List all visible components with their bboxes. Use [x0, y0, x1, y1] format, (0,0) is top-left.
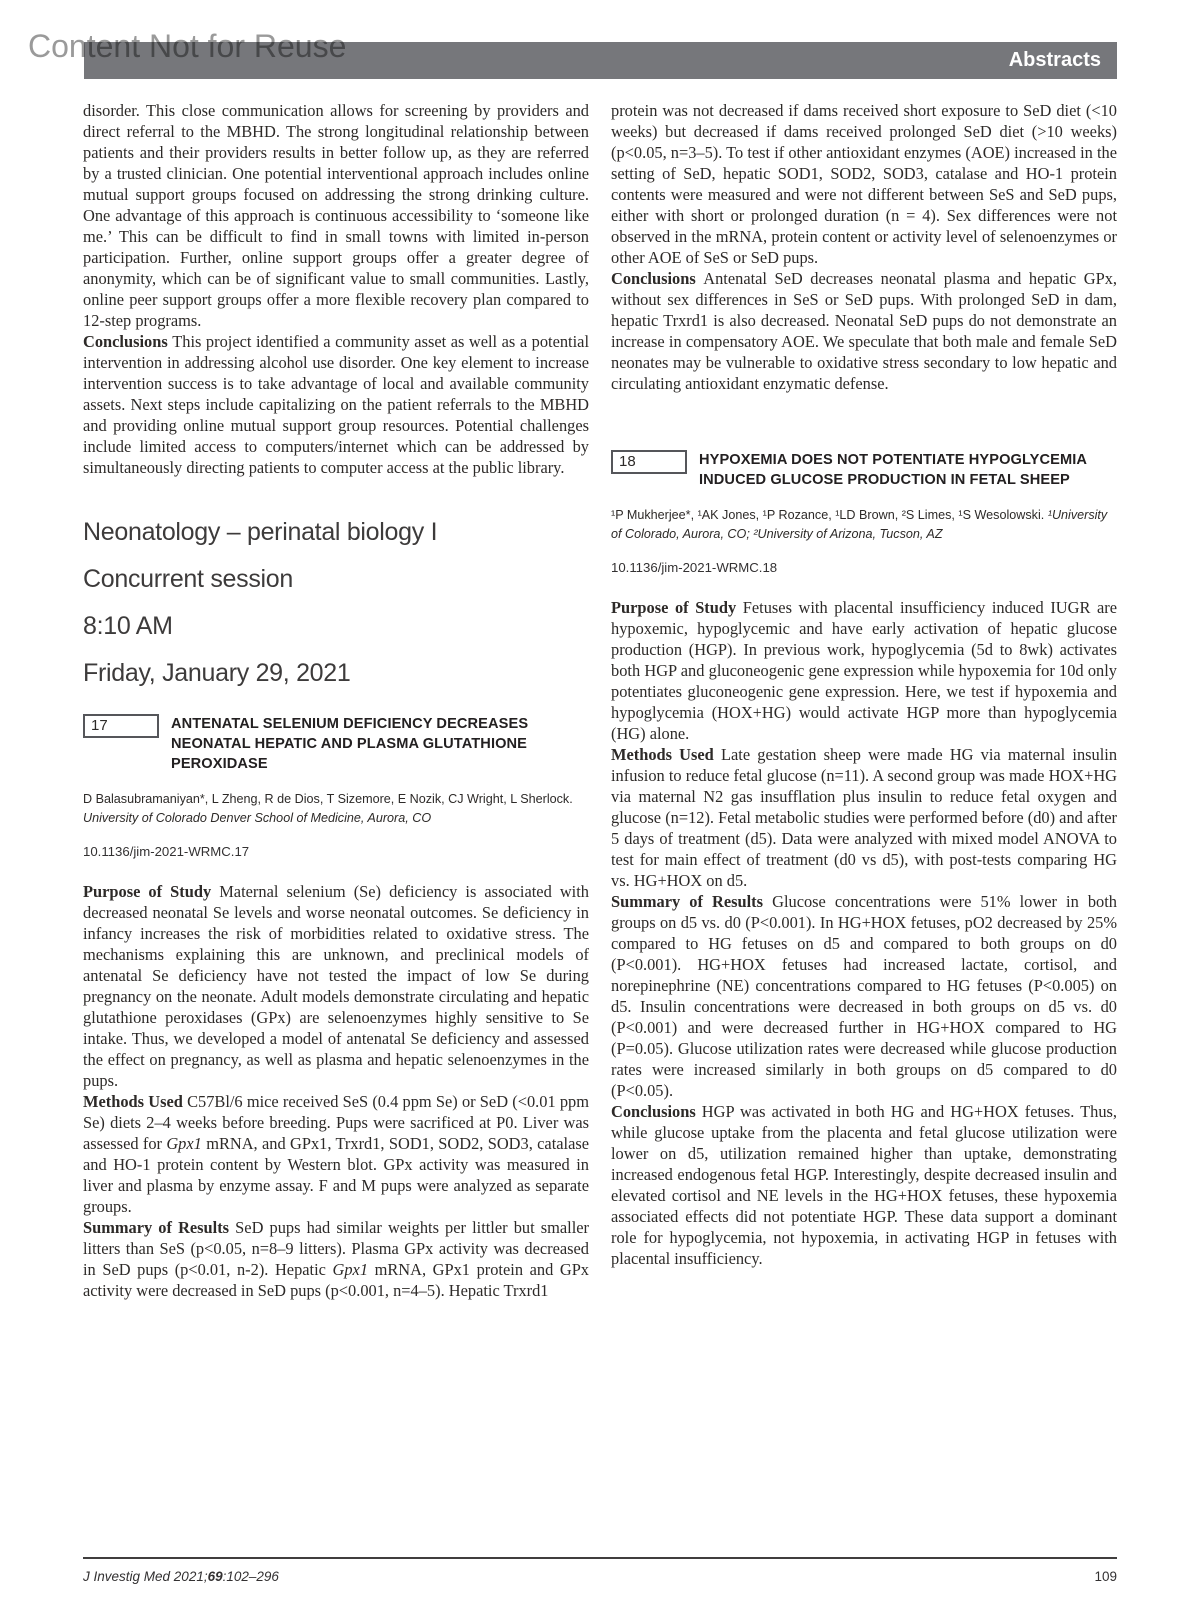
abstract-18-summary-text: Summary of Results Glucose concentrations were 51% lower in both groups on d5 vs. d0 (P<0.001). In HG+HOX fetuses, pO2 decreased by 25% compared to HG fetuses on d5 and compared to both groups on d0 (P<0.001). HG+HOX fetuses had increased lactate, cortisol, and norepinephrine (NE) concentrations compared to HG fetuses (P<0.005) on d5. Insulin concentrations were decreased in both groups on d5 vs. d0 (P<0.001) and were decreased further in HG+HOX compared to HG (P=0.05). Glucose utilization rates were decreased while glucose production rates were increased similarly in both groups on d5 compared to d0 (P<0.05).	[611, 892, 1117, 1100]
previous-abstract-continuation-text: disorder. This close communication allows for screening by providers and direct referral to the MBHD. The strong longitudinal relationship between patients and their providers results in better follow up, as they are referred by a trusted clinician. One potential interventional approach includes online mutual support groups focused on addressing the strong drinking culture. One advantage of this approach is continuous accessibility to ‘someone like me.’ This can be difficult to find in small towns with limited in-person participation. Further, online support groups offer a greater degree of anonymity, which can be of significant value to small communities. Lastly, online peer support groups offer a more flexible recovery plan compared to 12-step programs.	[83, 101, 589, 330]
session-date: Friday, January 29, 2021	[83, 659, 351, 687]
abstract-17-authors: D Balasubramaniyan*, L Zheng, R de Dios, T Sizemore, E Nozik, CJ Wright, L Sherlock. University of Colorado Denver School of Medicine, Aurora, CO	[83, 792, 573, 825]
abstract-17-purpose-text: Purpose of Study Maternal selenium (Se) deficiency is associated with decreased neonatal Se levels and worse neonatal outcomes. Se deficiency in infancy increases the risk of morbidities related to oxidative stress. The mechanisms explaining this are unknown, and preclinical models of antenatal Se deficiency have not tested the impact of low Se during pregnancy on the neonate. Adult models demonstrate circulating and hepatic glutathione peroxidases (GPx) are selenoenzymes highly sensitive to Se intake. Thus, we developed a model of antenatal Se deficiency and assessed the effect on pregnancy, as well as plasma and hepatic selenoenzymes in the pups.	[83, 882, 589, 1090]
abstract-17-summary-text-left: Summary of Results SeD pups had similar weights per littler but smaller litters than SeS (p<0.05, n=8–9 litters). Plasma GPx activity was decreased in SeD pups (p<0.01, n-2). Hepatic Gpx1 mRNA, GPx1 protein and GPx activity were decreased in SeD pups (p<0.001, n=4–5). Hepatic Trxrd1	[83, 1218, 589, 1300]
session-header-block	[83, 518, 589, 688]
abstract-18-conclusions-text: Conclusions HGP was activated in both HG and HG+HOX fetuses. Thus, while glucose uptake from the placenta and fetal glucose utilization were lower on d5, utilization remained higher than uptake, demonstrating increased endogenous fetal HGP. Interestingly, despite decreased insulin and elevated cortisol and NE levels in the HG+HOX fetuses, these hypoxemia associated effects did not potentiate HGP. These data support a dominant role for hypoglycemia, not hypoxemia, in activating HGP in fetuses with placental insufficiency.	[611, 1102, 1117, 1268]
session-time: 8:10 AM	[83, 612, 173, 640]
abstract-17-methods-text: Methods Used C57Bl/6 mice received SeS (0.4 ppm Se) or SeD (<0.01 ppm Se) diets 2–4 weeks before breeding. Pups were sacrificed at P0. Liver was assessed for Gpx1 mRNA, and GPx1, Trxrd1, SOD1, SOD2, SOD3, catalase and HO-1 protein content by Western blot. GPx activity was measured in liver and plasma by enzyme assay. F and M pups were analyzed as separate groups.	[83, 1092, 590, 1216]
page-footer	[83, 1557, 1117, 1584]
left-column	[83, 100, 589, 1301]
abstract-18-title: HYPOXEMIA DOES NOT POTENTIATE HYPOGLYCEMIA INDUCED GLUCOSE PRODUCTION IN FETAL SHEEP	[699, 452, 1087, 488]
abstract-18-methods-text: Methods Used Late gestation sheep were made HG via maternal insulin infusion to reduce fetal glucose (n=11). A second group was made HOX+HG via maternal N2 gas insufflation plus insulin to reduce fetal oxygen and glucose (n=12). Fetal metabolic studies were performed before (d0) and after 5 days of treatment (d5). Data were analyzed with mixed model ANOVA to test for main effect of treatment (d0 vs d5), with post-tests comparing HG vs. HG+HOX on d5.	[611, 745, 1118, 890]
abstract-17-doi: 10.1136/jim-2021-WRMC.17	[83, 844, 250, 859]
previous-abstract-conclusions-text: Conclusions This project identified a community asset as well as a potential intervention in addressing alcohol use disorder. One key element to increase intervention success is to take advantage of local and available community assets. Next steps include capitalizing on the patient referrals to the MBHD and providing online mutual support group resources. Potential challenges include limited access to computers/internet which can be addressed by simultaneously directing patients to computer access at the public library.	[83, 332, 589, 477]
session-title: Neonatology – perinatal biology I	[83, 518, 438, 546]
abstract-18-doi: 10.1136/jim-2021-WRMC.18	[611, 560, 778, 575]
abstract-17-header	[83, 714, 589, 774]
abstract-17-title: ANTENATAL SELENIUM DEFICIENCY DECREASES NEONATAL HEPATIC AND PLASMA GLUTATHIONE PEROXIDASE	[171, 716, 529, 772]
page-number: 109	[1094, 1569, 1117, 1584]
abstract-17-conclusions-text: Conclusions Antenatal SeD decreases neonatal plasma and hepatic GPx, without sex differences in SeS or SeD pups. With prolonged SeD in dam, hepatic Trxrd1 is also decreased. Neonatal SeD pups do not demonstrate an increase in compensatory AOE. We speculate that both male and female SeD neonates may be vulnerable to oxidative stress secondary to low hepatic and circulating antioxidant enzymatic defense.	[611, 269, 1117, 393]
abstract-18-authors: ¹P Mukherjee*, ¹AK Jones, ¹P Rozance, ¹LD Brown, ²S Limes, ¹S Wesolowski. ¹University of Colorado, Aurora, CO; ²University of Arizona, Tucson, AZ	[611, 508, 1108, 541]
content-not-for-reuse-watermark: Content Not for Reuse	[28, 28, 347, 64]
session-type: Concurrent session	[83, 565, 293, 593]
abstracts-banner-label: Abstracts	[1008, 49, 1101, 71]
abstract-17-summary-text-right: protein was not decreased if dams received short exposure to SeD diet (<10 weeks) but decreased if dams received prolonged SeD diet (>10 weeks) (p<0.05, n=3–5). To test if other antioxidant enzymes (AOE) increased in the setting of SeD, hepatic SOD1, SOD2, SOD3, catalase and HO-1 protein contents were measured and were not different between SeS and SeD pups, either with short or prolonged duration (n = 4). Sex differences were not observed in the mRNA, protein content or activity level of selenoenzymes or other AOE of SeS or SeD pups.	[611, 101, 1117, 267]
abstract-17-number-box: 17	[83, 714, 159, 738]
abstract-18-purpose-text: Purpose of Study Fetuses with placental insufficiency induced IUGR are hypoxemic, hypoglycemic and have early activation of hepatic glucose production (HGP). In previous work, hypoglycemia (5d to 8wk) activates both HGP and gluconeogenic gene expression while hypoxemia for 10d only potentiates gluconeogenic gene expression. Here, we test if hypoxemia and hypoglycemia (HOX+HG) would activate HGP more than hypoglycemia (HG) alone.	[611, 598, 1117, 743]
journal-citation: J Investig Med 2021;69:102–296	[83, 1569, 279, 1584]
abstract-18-header	[611, 450, 1117, 490]
right-column	[611, 100, 1117, 1269]
abstract-18-number-box: 18	[611, 450, 687, 474]
